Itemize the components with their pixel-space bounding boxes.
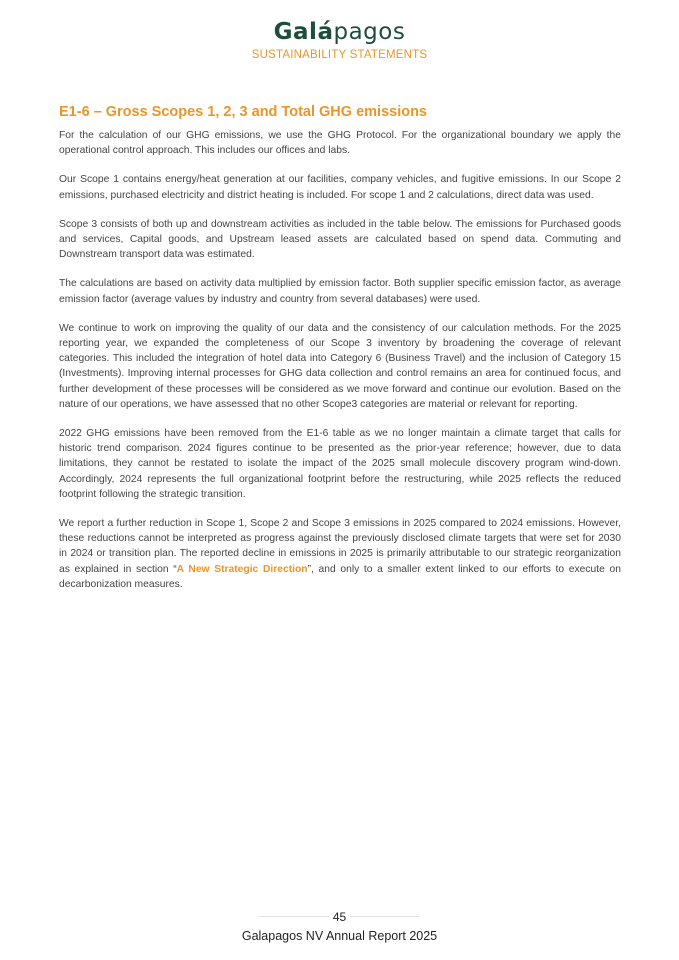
report-title: Galapagos NV Annual Report 2025	[241, 929, 438, 943]
paragraph-7	[59, 516, 621, 592]
page-number: 45	[332, 910, 347, 924]
paragraph-2: Our Scope 1 contains energy/heat generation at our facilities, company vehicles, and fugitive emissions. In our Scope 2 emissions, purchased electricity and district heating is included. For scope 1 and 2 calculations, direct data was used.	[59, 174, 621, 201]
logo-bold-part: Galá	[273, 19, 334, 45]
logo-light-part: pagos	[333, 19, 406, 45]
paragraph-6: 2022 GHG emissions have been removed from the E1‑6 table as we no longer maintain a climate target that calls for historic trend comparison. 2024 figures continue to be presented as the prior‑year reference; however, due to data limitations, they cannot be restated to isolate the impact of the 2025 small molecule discovery program wind‑down. Accordingly, 2024 represents the full organizational footprint before the restructuring, while 2025 reflects the reduced footprint following the strategic transition.	[59, 428, 621, 500]
main-content	[59, 104, 621, 606]
paragraph-4: The calculations are based on activity data multiplied by emission factor. Both supplier specific emission factor, as average emission factor (average values by industry and country from several databases) were used.	[59, 278, 621, 305]
paragraph-3: Scope 3 consists of both up and downstream activities as included in the table below. The emissions for Purchased goods and services, Capital goods, and Upstream leased assets are calculated based on spend data. Commuting and Downstream transport data was estimated.	[59, 218, 621, 261]
page-number-row	[0, 908, 679, 928]
galapagos-logo	[0, 18, 679, 46]
paragraph-1: For the calculation of our GHG emissions, we use the GHG Protocol. For the organizational boundary we apply the operational control approach. This includes our offices and labs.	[59, 130, 621, 157]
footer-divider-left	[259, 916, 329, 917]
page-footer	[0, 908, 679, 943]
footer-divider-right	[350, 916, 420, 917]
paragraph-7-end: ”, and only to a smaller extent linked to our efforts to execute on decarbonization measures.	[59, 563, 621, 590]
section-subtitle: SUSTAINABILITY STATEMENTS	[251, 49, 428, 61]
page-header	[0, 18, 679, 61]
paragraph-5: We continue to work on improving the quality of our data and the consistency of our calculation methods. For the 2025 reporting year, we expanded the completeness of our Scope 3 inventory by broadening the coverage of relevant categories. This included the integration of hotel data into Category 6 (Business Travel) and the inclusion of Category 15 (Investments). Improving internal processes for GHG data collection and control remains an area for continued focus, and further development of these processes will be considered as we move forward and continue our evolution. Based on the nature of our operations, we have assessed that no other Scope3 categories are material or relevant for reporting.	[59, 322, 621, 410]
paragraph-7-start: We report a further reduction in Scope 1, Scope 2 and Scope 3 emissions in 2025 compared to 2024 emissions. However, these reductions cannot be interpreted as progress against the previously disclosed climate targets that were set for 2030 in 2024 or transition plan. The reported decline in emissions in 2025 is primarily attributable to our strategic reorganization as explained in section “	[59, 518, 621, 575]
section-title: E1-6 – Gross Scopes 1, 2, 3 and Total GHG emissions	[59, 104, 428, 120]
strategic-direction-link[interactable]: A New Strategic Direction	[176, 563, 308, 575]
